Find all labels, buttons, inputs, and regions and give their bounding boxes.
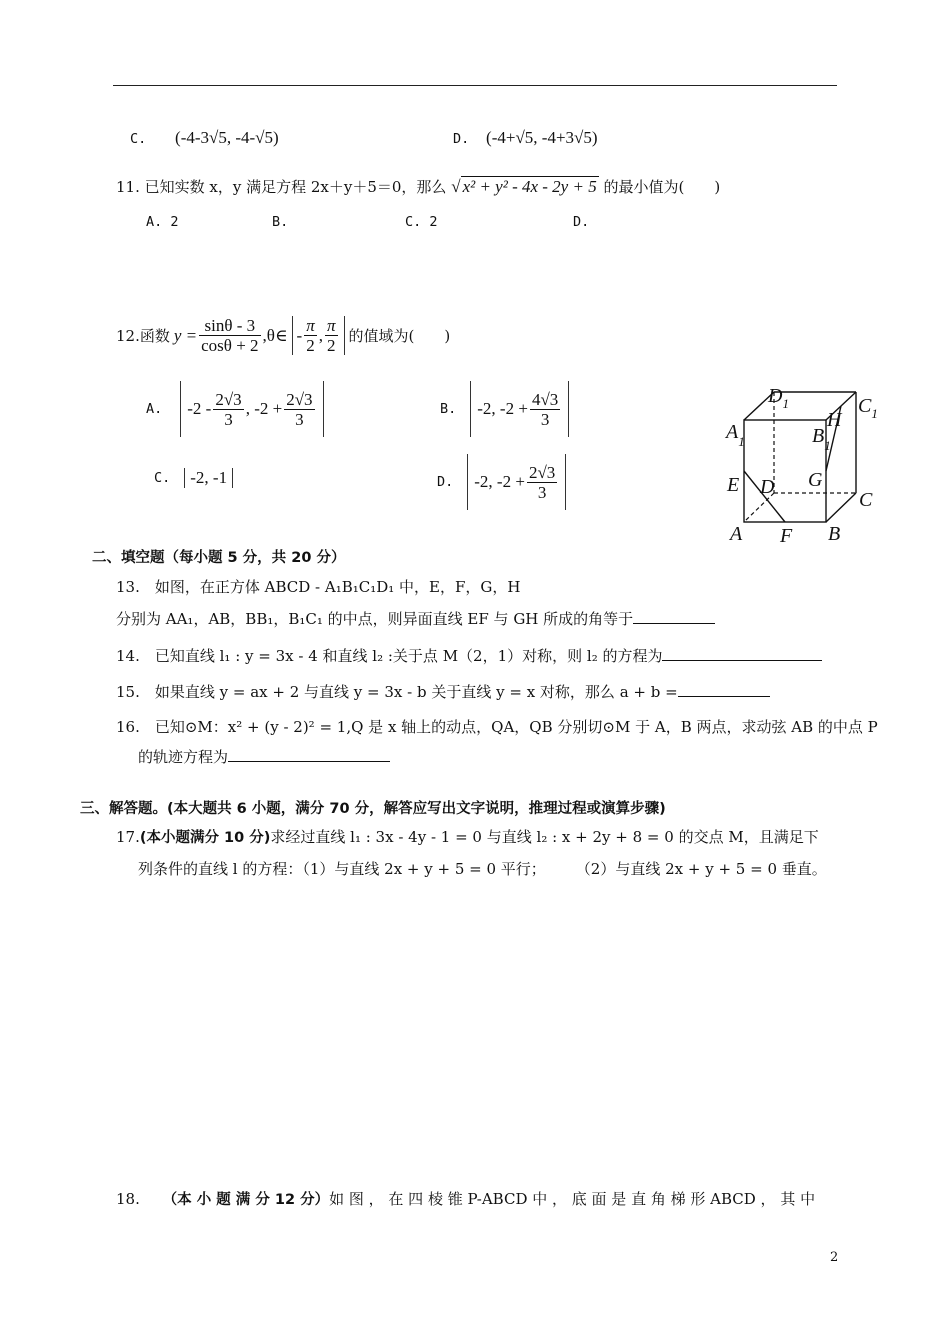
numerator: 2√3 bbox=[286, 389, 313, 409]
question-12 bbox=[116, 316, 450, 355]
fraction bbox=[284, 390, 314, 429]
option-value bbox=[180, 381, 323, 437]
numerator: 4√3 bbox=[531, 389, 559, 409]
two: 2 bbox=[306, 336, 315, 355]
q17-line2: 列条件的直线 l 的方程：（1）与直线 2x + y + 5 = 0 平行； （2）与直线 2x + y + 5 = 0 垂直。 bbox=[138, 860, 827, 878]
q12-option-a bbox=[146, 381, 324, 437]
q11-option-d: D. bbox=[573, 214, 590, 230]
value-part: , -2 + bbox=[245, 399, 283, 418]
question-text-end: 的最小值为( ) bbox=[603, 178, 721, 196]
label-h: H bbox=[827, 409, 842, 431]
denominator: 3 bbox=[295, 409, 304, 429]
section-heading-fill-in: 二、填空题（每小题 5 分，共 20 分） bbox=[92, 550, 346, 566]
option-label: A. bbox=[146, 401, 163, 417]
q16-line1: 16. 已知⊙M：x² + (y - 2)² = 1,Q 是 x 轴上的动点，QA，QB 分别切⊙M 于 A，B 两点，求动弦 AB 的中点 P bbox=[116, 718, 878, 736]
radicand: x² + y² - 4x - 2y + 5 bbox=[462, 177, 597, 196]
q16-line2 bbox=[138, 746, 390, 767]
q18-line1 bbox=[116, 1188, 815, 1209]
question-14 bbox=[116, 645, 822, 666]
q11-option-b: B. bbox=[272, 214, 289, 230]
theta-in: ,θ∈ bbox=[262, 325, 288, 345]
question-text: 求经过直线 l₁ : 3x - 4y - 1 = 0 与直线 l₂ : x + 2y + 8 = 0 的交点 M，且满足下 bbox=[270, 828, 819, 846]
fraction bbox=[213, 390, 243, 429]
option-label: C. bbox=[154, 470, 171, 486]
radical-expression: √ x² + y² - 4x - 2y + 5 bbox=[451, 177, 597, 196]
denominator: 3 bbox=[540, 409, 550, 429]
label-c: C bbox=[859, 489, 873, 511]
label-d1: $D_1$ bbox=[768, 385, 789, 411]
label-a1: $A_1$ bbox=[726, 421, 745, 449]
func-y: y = bbox=[173, 325, 198, 345]
answer-blank[interactable] bbox=[678, 682, 770, 697]
pi-over-2 bbox=[304, 316, 317, 355]
option-value bbox=[470, 381, 569, 437]
denominator: 3 bbox=[224, 409, 233, 429]
value-part: -2, -2 + bbox=[477, 399, 528, 418]
q11-option-a: A. 2 bbox=[146, 214, 179, 230]
numerator: sinθ - 3 bbox=[199, 316, 260, 336]
value-part: -2 - bbox=[187, 399, 212, 418]
question-15 bbox=[116, 681, 770, 702]
question-text: 12.函数 bbox=[116, 327, 170, 345]
answer-blank[interactable] bbox=[662, 646, 822, 661]
question-text: 的轨迹方程为 bbox=[138, 748, 229, 766]
denominator: 3 bbox=[537, 482, 547, 502]
question-text: 15. 如果直线 y = ax + 2 与直线 y = 3x - b 关于直线 y = x 对称，那么 a + b = bbox=[116, 683, 678, 701]
score-note: （本 小 题 满 分 12 分） bbox=[162, 1192, 330, 1208]
value-part: -2, -2 + bbox=[474, 472, 525, 491]
question-number: 17. bbox=[116, 828, 140, 846]
numerator: 2√3 bbox=[215, 389, 242, 409]
question-text-end: 的值域为( ) bbox=[348, 327, 451, 345]
q13-line1: 13. 如图，在正方体 ABCD - A₁B₁C₁D₁ 中，E，F，G，H bbox=[116, 578, 521, 596]
q11-option-c: C. 2 bbox=[405, 214, 438, 230]
option-label: C. bbox=[130, 131, 147, 147]
label-d: D bbox=[760, 476, 775, 498]
answer-blank[interactable] bbox=[633, 609, 715, 624]
q12-option-d bbox=[437, 454, 566, 510]
section-heading-solutions: 三、解答题。(本大题共 6 小题，满分 70 分，解答应写出文字说明，推理过程或演算步骤) bbox=[80, 801, 666, 817]
question-text: 如 图 ， 在 四 棱 锥 P-ABCD 中 ， 底 面 是 直 角 梯 形 ABCD ， 其 中 bbox=[329, 1190, 816, 1208]
label-a: A bbox=[730, 523, 743, 545]
question-text: 11. 已知实数 x，y 满足方程 2x＋y＋5＝0，那么 bbox=[116, 178, 447, 196]
option-value bbox=[467, 454, 566, 510]
two: 2 bbox=[327, 336, 336, 355]
q12-option-b bbox=[440, 381, 569, 437]
q10-option-c bbox=[130, 128, 279, 148]
option-label: D. bbox=[453, 131, 470, 147]
question-11 bbox=[116, 176, 720, 197]
q17-line1 bbox=[116, 826, 819, 847]
page-number: 2 bbox=[830, 1250, 839, 1265]
pi: π bbox=[326, 316, 336, 335]
label-e: E bbox=[727, 474, 740, 496]
label-c1: $C_1$ bbox=[858, 395, 878, 421]
option-label: B. bbox=[440, 401, 457, 417]
edge bbox=[826, 493, 856, 522]
cube-figure bbox=[722, 378, 882, 548]
fraction bbox=[530, 390, 560, 429]
theta-interval: - $\frac{\pi}{2}$ , $\frac{\pi}{2}$ bbox=[292, 316, 345, 355]
question-text: 14. 已知直线 l₁ : y = 3x - 4 和直线 l₂ :关于点 M（2，1）对称，则 l₂ 的方程为 bbox=[116, 647, 663, 665]
denominator: cosθ + 2 bbox=[201, 336, 259, 355]
minus-sign: - bbox=[296, 325, 303, 345]
option-value: (-4+√5, -4+3√5) bbox=[486, 128, 598, 147]
score-note: (本小题满分 10 分) bbox=[139, 830, 271, 846]
numerator: 2√3 bbox=[528, 462, 556, 482]
label-f: F bbox=[780, 525, 793, 547]
q10-option-d bbox=[453, 128, 598, 148]
q13-line2 bbox=[116, 608, 715, 629]
fraction bbox=[527, 463, 557, 502]
label-b1: $B_1$ bbox=[812, 425, 831, 453]
label-g: G bbox=[808, 469, 823, 491]
answer-blank[interactable] bbox=[228, 747, 390, 762]
option-value: -2, -1 bbox=[184, 468, 233, 488]
question-number: 18. bbox=[116, 1190, 140, 1208]
q12-option-c bbox=[154, 468, 233, 488]
option-label: D. bbox=[437, 474, 454, 490]
function-fraction bbox=[199, 316, 260, 355]
header-rule bbox=[113, 85, 837, 86]
label-b: B bbox=[828, 523, 841, 545]
question-text: 分别为 AA₁，AB，BB₁，B₁C₁ 的中点，则异面直线 EF 与 GH 所成的角等于 bbox=[116, 610, 634, 628]
option-value: (-4-3√5, -4-√5) bbox=[175, 128, 279, 147]
pi-over-2 bbox=[325, 316, 338, 355]
pi: π bbox=[306, 316, 315, 335]
